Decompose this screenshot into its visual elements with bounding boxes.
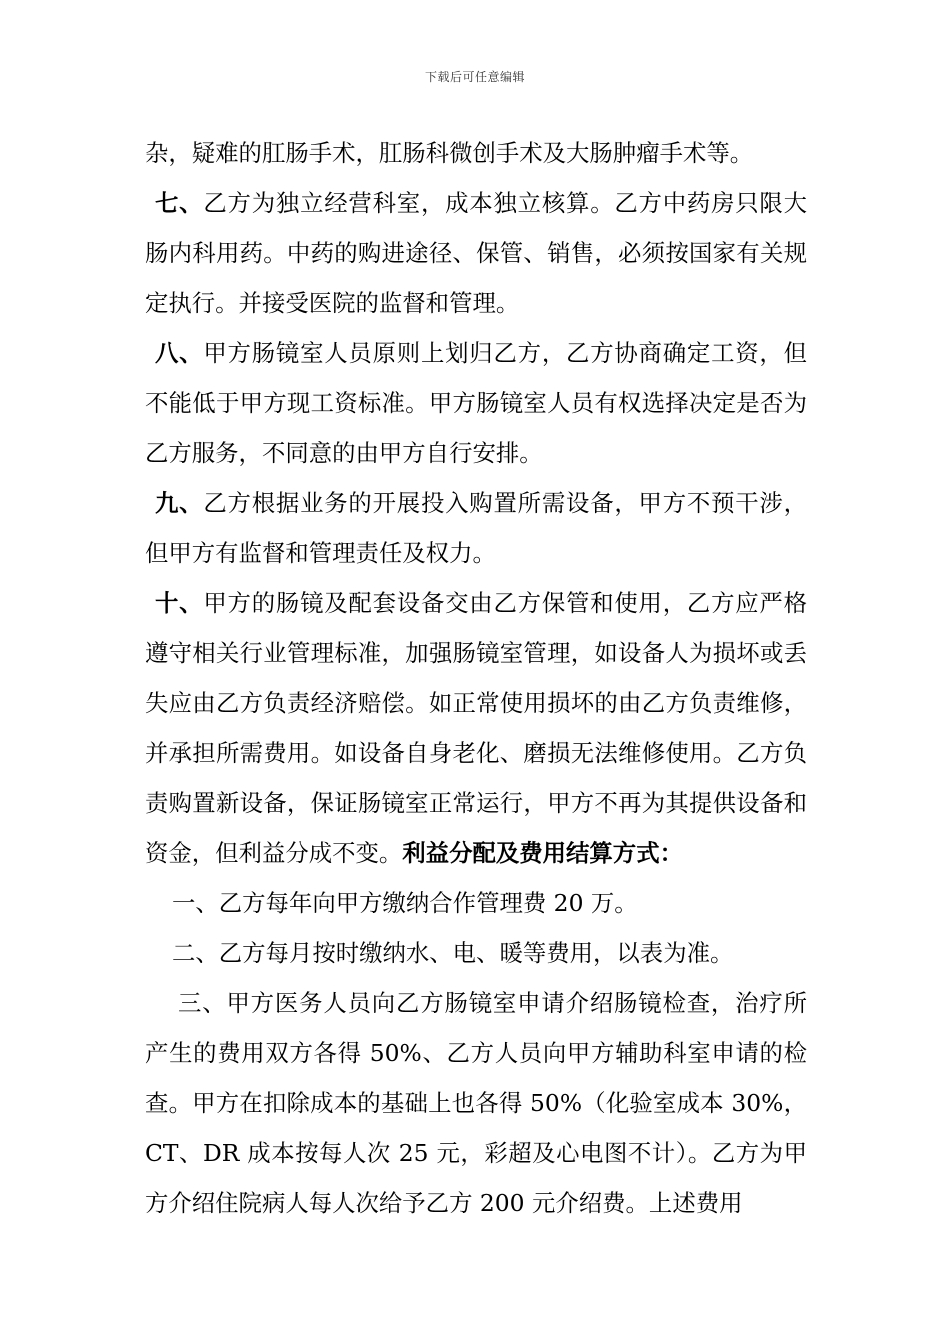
clause-number: 十、 [155, 589, 204, 617]
paragraph-text: 杂，疑难的肛肠手术，肛肠科微创手术及大肠肿瘤手术等。 [145, 139, 754, 167]
document-body [145, 128, 807, 1228]
settlement-item-three [145, 978, 807, 1228]
clause-text: 乙方根据业务的开展投入购置所需设备，甲方不预干涉，但甲方有监督和管理责任及权力。 [145, 489, 808, 567]
clause-number: 七、 [155, 189, 204, 217]
clause-text: 乙方为独立经营科室，成本独立核算。乙方中药房只限大肠内科用药。中药的购进途径、保管、销售，必须按国家有关规定执行。并接受医院的监督和管理。 [145, 189, 808, 317]
item-text: 一、乙方每年向甲方缴纳合作管理费 20 万。 [172, 889, 638, 917]
section-heading: 利益分配及费用结算方式： [402, 839, 683, 867]
settlement-item-two [145, 928, 807, 978]
paragraph-continuation [145, 128, 807, 178]
clause-text: 甲方的肠镜及配套设备交由乙方保管和使用，乙方应严格遵守相关行业管理标准，加强肠镜室管理，如设备人为损坏或丢失应由乙方负责经济赔偿。如正常使用损坏的由乙方负责维修，并承担所需费用。如设备自身老化、磨损无法维修使用。乙方负责购置新设备，保证肠镜室正常运行，甲方不再为其提供设备和资金，但利益分成不变。 [145, 589, 808, 867]
clause-number: 八、 [155, 339, 204, 367]
clause-ten [145, 578, 807, 878]
item-text: 三、甲方医务人员向乙方肠镜室申请介绍肠镜检查，治疗所产生的费用双方各得 50%、乙方人员向甲方辅助科室申请的检查。甲方在扣除成本的基础上也各得 50%（化验室成本 30%，CT、DR 成本按每人次 25 元，彩超及心电图不计）。乙方为甲方介绍住院病人每人次给予乙方 200 元介绍费。上述费用 [145, 989, 807, 1217]
page-header: 下载后可任意编辑 [424, 70, 525, 84]
item-text: 二、乙方每月按时缴纳水、电、暖等费用，以表为准。 [172, 939, 734, 967]
clause-eight [145, 328, 807, 478]
clause-seven [145, 178, 807, 328]
clause-number: 九、 [155, 489, 204, 517]
clause-text: 甲方肠镜室人员原则上划归乙方，乙方协商确定工资，但不能低于甲方现工资标准。甲方肠镜室人员有权选择决定是否为乙方服务，不同意的由甲方自行安排。 [145, 339, 808, 467]
clause-nine [145, 478, 807, 578]
settlement-item-one [145, 878, 807, 928]
